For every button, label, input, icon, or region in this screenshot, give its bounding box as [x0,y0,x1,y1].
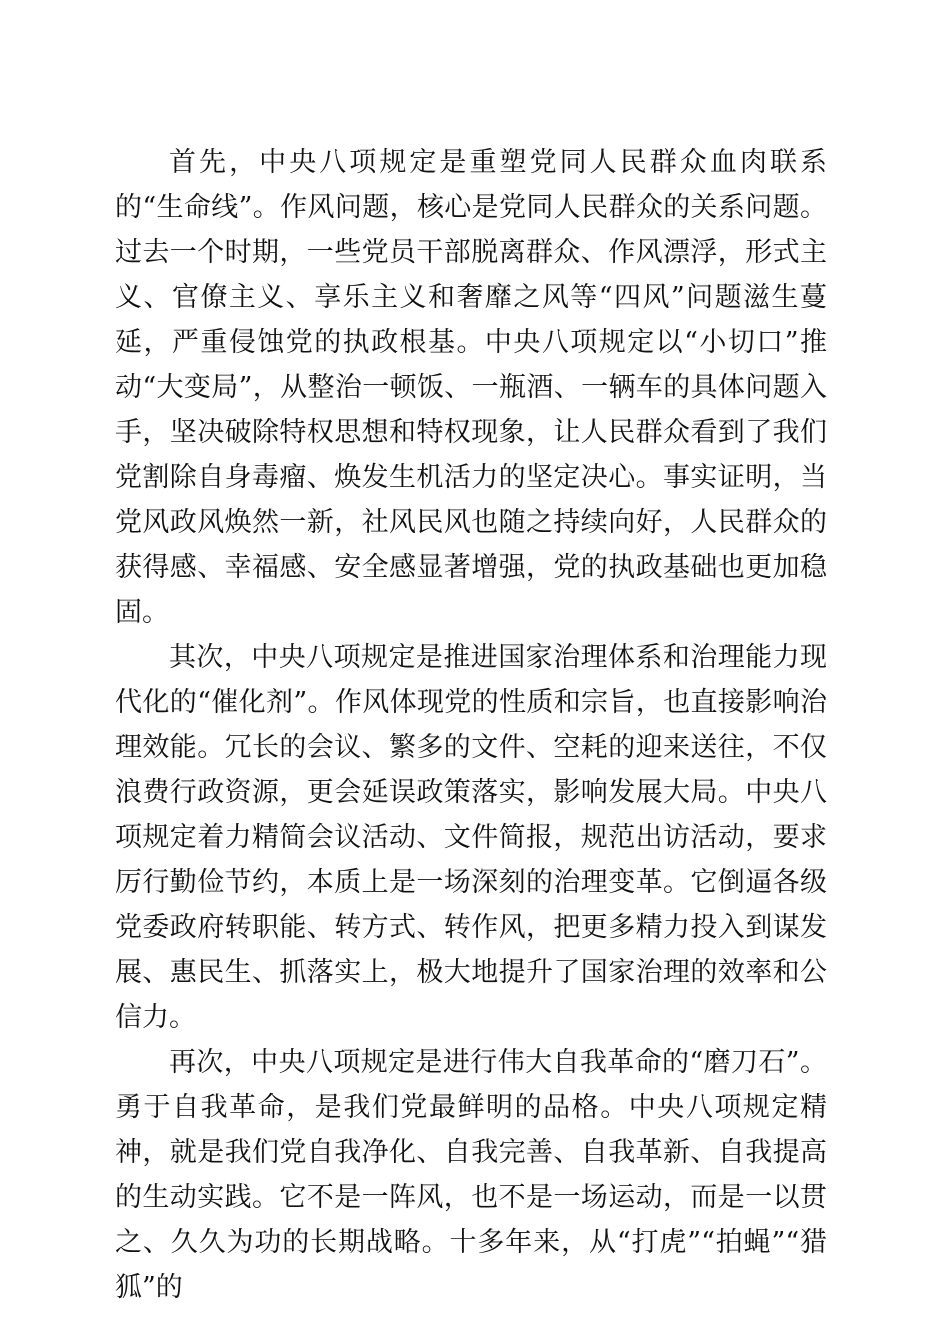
paragraph-2: 其次，中央八项规定是推进国家治理体系和治理能力现代化的“催化剂”。作风体现党的性质和宗旨，也直接影响治理效能。冗长的会议、繁多的文件、空耗的迎来送往，不仅浪费行政资源，更会延误政策落实，影响发展大局。中央八项规定着力精简会议活动、文件简报，规范出访活动，要求厉行勤俭节约，本质上是一场深刻的治理变革。它倒逼各级党委政府转职能、转方式、转作风，把更多精力投入到谋发展、惠民生、抓落实上，极大地提升了国家治理的效率和公信力。 [115,642,827,1033]
paragraph-3: 再次，中央八项规定是进行伟大自我革命的“磨刀石”。勇于自我革命，是我们党最鲜明的品格。中央八项规定精神，就是我们党自我净化、自我完善、自我革新、自我提高的生动实践。它不是一阵风，也不是一场运动，而是一以贯之、久久为功的长期战略。十多年来，从“打虎”“拍蝇”“猎狐”的 [115,1047,827,1303]
paragraph-1: 首先，中央八项规定是重塑党同人民群众血肉联系的“生命线”。作风问题，核心是党同人民群众的关系问题。过去一个时期，一些党员干部脱离群众、作风漂浮，形式主义、官僚主义、享乐主义和奢靡之风等“四风”问题滋生蔓延，严重侵蚀党的执政根基。中央八项规定以“小切口”推动“大变局”，从整治一顿饭、一瓶酒、一辆车的具体问题入手，坚决破除特权思想和特权现象，让人民群众看到了我们党割除自身毒瘤、焕发生机活力的坚定决心。事实证明，当党风政风焕然一新，社风民风也随之持续向好，人民群众的获得感、幸福感、安全感显著增强，党的执政基础也更加稳固。 [115,147,827,628]
document-body [115,140,827,1310]
